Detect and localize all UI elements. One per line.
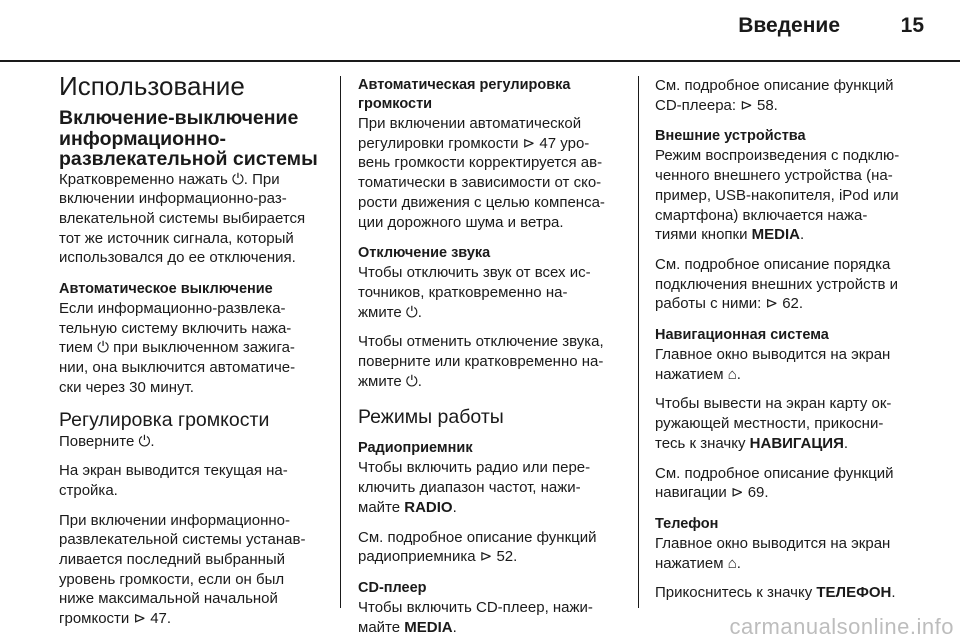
phone-text-2: Прикоснитесь к значку ТЕЛЕФОН. [655, 584, 896, 602]
cd-text-1: Чтобы включить CD-плеер, нажи- майте MEDIA. [358, 598, 593, 636]
page-header [0, 0, 960, 62]
watermark: carmanualsonline.info [729, 614, 954, 639]
column-divider-1 [340, 76, 341, 608]
navigation-heading: Навигационная система [655, 327, 829, 344]
chapter-title: Введение [738, 14, 840, 37]
navigation-icon-label: НАВИГАЦИЯ [749, 434, 844, 452]
phone-icon-label: ТЕЛЕФОН [816, 584, 892, 602]
phone-heading: Телефон [655, 515, 719, 532]
radio-text-2: См. подробное описание функций радиоприемника ⊳ 52. [358, 528, 597, 566]
auto-volume-heading: Автоматическая регулировка громкости [358, 77, 571, 112]
cd-heading: CD-плеер [358, 579, 427, 596]
page-number: 15 [900, 14, 924, 37]
mute-text-2: Чтобы отменить отключение звука, поверните или кратковременно на- жмите ⏻. [358, 333, 604, 390]
radio-button-label: RADIO [404, 498, 453, 516]
navigation-text-1: Главное окно выводится на экран нажатием ⌂. [655, 346, 891, 383]
volume-heading: Регулировка громкости [59, 408, 270, 431]
volume-text-2: На экран выводится текущая на- стройка. [59, 462, 288, 499]
auto-off-heading: Автоматическое выключение [59, 281, 273, 298]
auto-off-text: Если информационно-развлека- тельную систему включить нажа- тием ⏻ при выключенном зажига- нии, она выключится автоматиче- ски через 30 минут. [59, 300, 296, 396]
modes-heading: Режимы работы [358, 406, 504, 429]
mute-heading: Отключение звука [358, 245, 491, 262]
mute-text-1: Чтобы отключить звук от всех ис- точников, кратковременно на- жмите ⏻. [358, 264, 591, 321]
radio-heading: Радиоприемник [358, 440, 473, 457]
power-heading: Включение-выключение информационно- развлекательной системы [59, 107, 318, 170]
media-button-label: MEDIA [404, 618, 453, 636]
section-title: Использование [59, 71, 245, 101]
external-devices-heading: Внешние устройства [655, 128, 806, 145]
media-button-label: MEDIA [751, 226, 800, 244]
radio-text-1: Чтобы включить радио или пере- ключить диапазон частот, нажи- майте RADIO. [358, 459, 591, 516]
column-2 [358, 76, 628, 637]
phone-text-1: Главное окно выводится на экран нажатием ⌂. [655, 534, 891, 572]
external-text-1: Режим воспроизведения с подклю- ченного внешнего устройства (на- пример, USB-накопителя, iPod или смартфона) включается нажа- тиями кнопки MEDIA. [655, 147, 900, 244]
navigation-text-3: См. подробное описание функций навигации ⊳ 69. [655, 464, 894, 502]
column-3 [655, 76, 927, 603]
auto-volume-text: При включении автоматической регулировки громкости ⊳ 47 уро- вень громкости корректируется ав- томатически в зависимости от ско- рости движения с целью компенса- ции дорожного шума и ветра. [358, 115, 605, 231]
power-text: Кратковременно нажать ⏻. При включении информационно-раз- влекательной системы выбирается тот же источник сигнала, который использовался до ее отключения. [59, 170, 306, 267]
external-text-2: См. подробное описание порядка подключения внешних устройств и работы с ними: ⊳ 62. [655, 255, 899, 313]
volume-text-3: При включении информационно- развлекательной системы устанав- ливается последний выбранный уровень громкости, если он был ниже максимальной начальной громкости ⊳ 47. [59, 511, 306, 628]
volume-text-1: Поверните ⏻. [59, 432, 155, 450]
column-1 [59, 70, 335, 629]
column-divider-2 [638, 76, 639, 608]
cd-text-2: См. подробное описание функций CD-плеера: ⊳ 58. [655, 77, 894, 114]
navigation-text-2: Чтобы вывести на экран карту ок- ружающей местности, прикосни- тесь к значку НАВИГАЦИЯ. [655, 395, 892, 452]
header-divider [0, 60, 960, 62]
